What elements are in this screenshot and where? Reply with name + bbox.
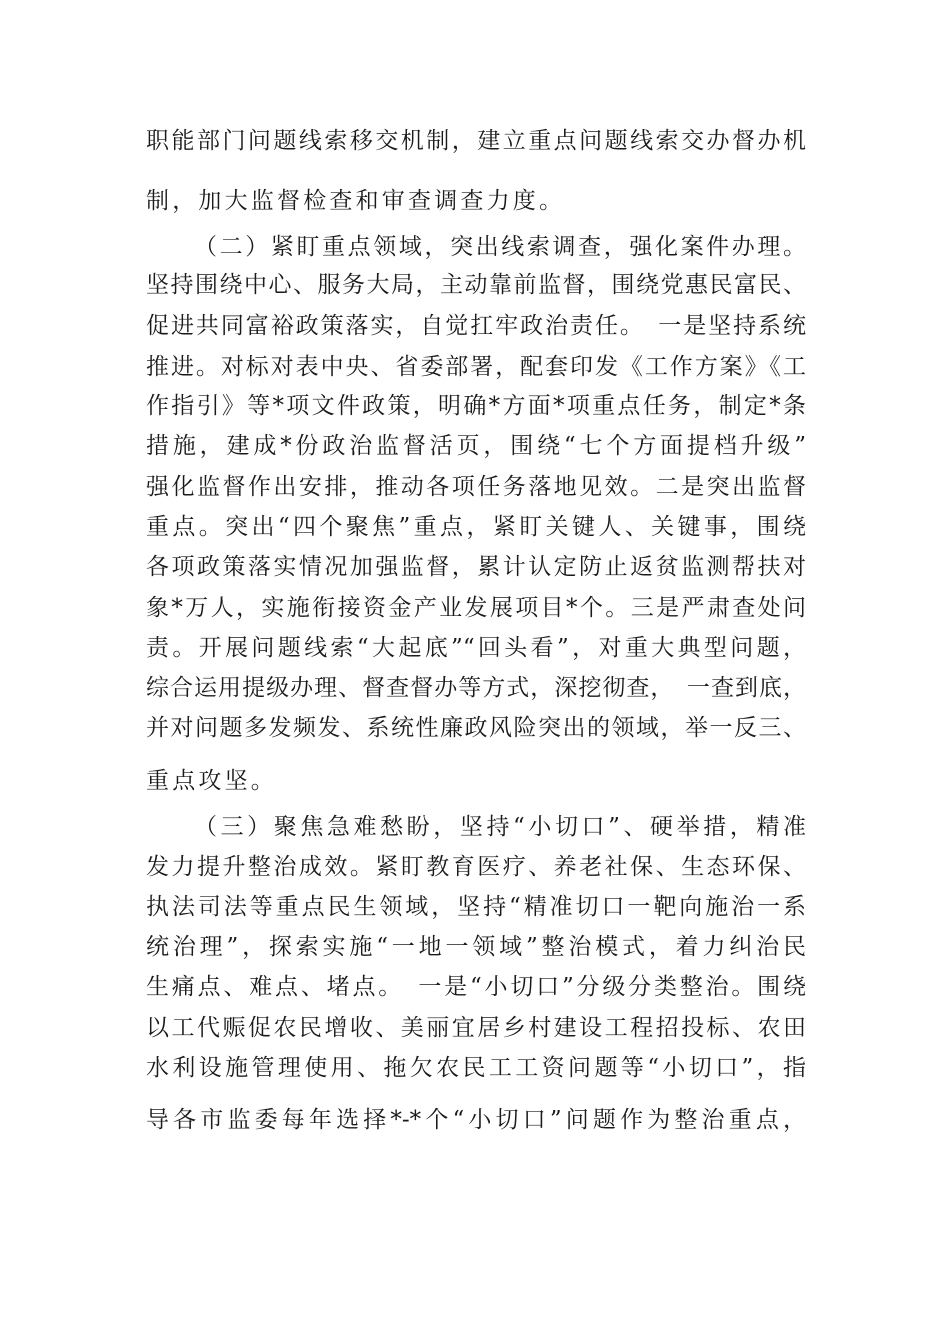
text-line: 作指引》等*项文件政策，明确*方面*项重点任务，制定*条 bbox=[146, 393, 806, 419]
text-line: 象*万人，实施衔接资金产业发展项目*个。三是严肃查处问 bbox=[146, 595, 806, 621]
text-line: 制，加大监督检查和审查调查力度。 bbox=[146, 188, 566, 214]
text-line: 措施，建成*份政治监督活页，围绕“七个方面提档升级” bbox=[146, 433, 806, 459]
text-line: 职能部门问题线索移交机制，建立重点问题线索交办督办机 bbox=[146, 128, 806, 154]
text-line: 推进。对标对表中央、省委部署，配套印发《工作方案》《工 bbox=[146, 354, 806, 380]
text-line: 坚持围绕中心、服务大局，主动靠前监督，围绕党惠民富民、 bbox=[146, 272, 806, 298]
text-line: 重点。突出“四个聚焦”重点，紧盯关键人、关键事，围绕 bbox=[146, 514, 806, 540]
text-line: 强化监督作出安排，推动各项任务落地见效。二是突出监督 bbox=[146, 474, 806, 500]
text-line: 以工代赈促农民增收、美丽宜居乡村建设工程招投标、农田 bbox=[146, 1015, 806, 1041]
text-line: 导各市监委每年选择*-*个“小切口”问题作为整治重点， bbox=[146, 1107, 806, 1133]
paragraph-heading: （二）紧盯重点领域，突出线索调查，强化案件办理。 bbox=[194, 234, 806, 260]
text-line: 水利设施管理使用、拖欠农民工工资问题等“小切口”，指 bbox=[146, 1055, 806, 1081]
text-line: 统治理”，探索实施“一地一领域”整治模式，着力纠治民 bbox=[146, 934, 806, 960]
text-line: 生痛点、难点、堵点。 一是“小切口”分级分类整治。围绕 bbox=[146, 974, 806, 1000]
text-line: 重点攻坚。 bbox=[146, 768, 277, 794]
text-line: 综合运用提级办理、督查督办等方式，深挖彻查， 一查到底， bbox=[146, 675, 806, 701]
text-line: 发力提升整治成效。紧盯教育医疗、养老社保、生态环保、 bbox=[146, 854, 806, 880]
text-line: 各项政策落实情况加强监督，累计认定防止返贫监测帮扶对 bbox=[146, 554, 806, 580]
text-line: 执法司法等重点民生领域，坚持“精准切口一靶向施治一系 bbox=[146, 894, 806, 920]
paragraph-heading: （三）聚焦急难愁盼，坚持“小切口”、硬举措，精准 bbox=[194, 814, 806, 840]
text-line: 促进共同富裕政策落实，自觉扛牢政治责任。 一是坚持系统 bbox=[146, 313, 806, 339]
text-line: 并对问题多发频发、系统性廉政风险突出的领域，举一反三、 bbox=[146, 715, 806, 741]
text-line: 责。开展问题线索“大起底”“回头看”，对重大典型问题， bbox=[146, 635, 806, 661]
